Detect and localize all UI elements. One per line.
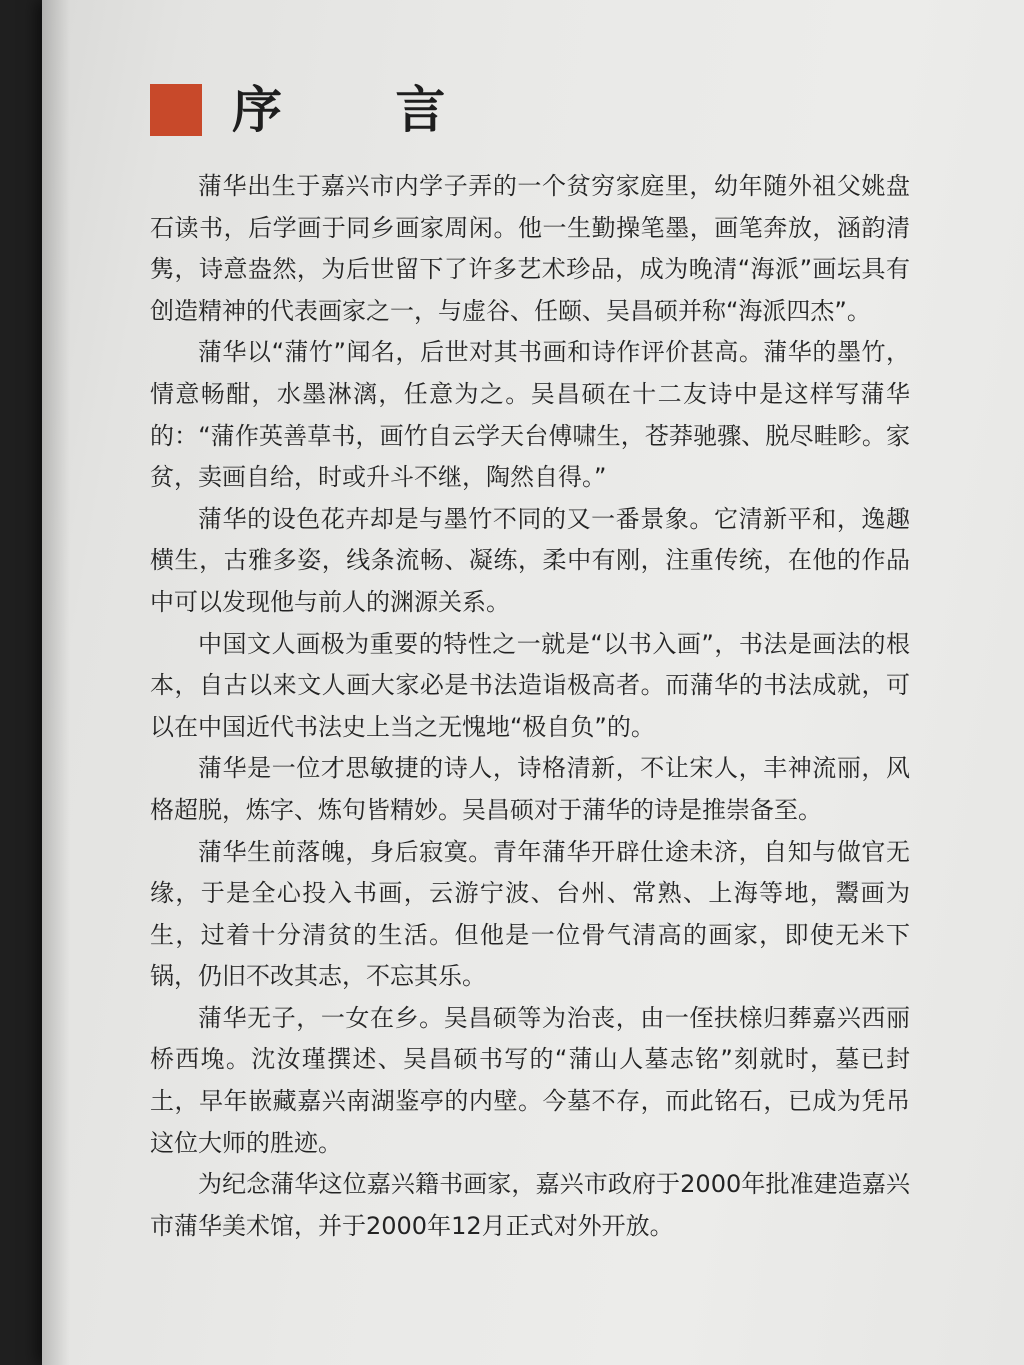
heading-square-mark <box>150 84 202 136</box>
preface-text <box>150 166 910 1247</box>
paragraph-2: 蒲华以“蒲竹”闻名，后世对其书画和诗作评价甚高。蒲华的墨竹，情意畅酣，水墨淋漓，任意为之。吴昌硕在十二友诗中是这样写蒲华的：“蒲作英善草书，画竹自云学天台傅啸生，苍莽驰骤、脱尽畦畛。家贫，卖画自给，时或升斗不继，陶然自得。” <box>150 338 910 492</box>
paragraph-7: 蒲华无子，一女在乡。吴昌硕等为治丧，由一侄扶榇归葬嘉兴西丽桥西堍。沈汝瑾撰述、吴昌硕书写的“蒲山人墓志铭”刻就时，墓已封土，早年嵌藏嘉兴南湖鉴亭的内壁。今墓不存，而此铭石，已成为凭吊这位大师的胜迹。 <box>150 1003 910 1157</box>
paragraph-6: 蒲华生前落魄，身后寂寞。青年蒲华开辟仕途未济，自知与做官无缘，于是全心投入书画，云游宁波、台州、常熟、上海等地，鬻画为生，过着十分清贫的生活。但他是一位骨气清高的画家，即使无米下锅，仍旧不改其志，不忘其乐。 <box>150 837 910 991</box>
paragraph-4: 中国文人画极为重要的特性之一就是“以书入画”，书法是画法的根本，自古以来文人画大家必是书法造诣极高者。而蒲华的书法成就，可以在中国近代书法史上当之无愧地“极自负”的。 <box>150 629 910 741</box>
paragraph-8: 为纪念蒲华这位嘉兴籍书画家，嘉兴市政府于2000年批准建造嘉兴市蒲华美术馆，并于2000年12月正式对外开放。 <box>150 1170 910 1240</box>
page-title: 序 言 <box>232 80 494 139</box>
paragraph-5: 蒲华是一位才思敏捷的诗人，诗格清新，不让宋人，丰神流丽，风格超脱，炼字、炼句皆精妙。吴昌硕对于蒲华的诗是推崇备至。 <box>150 754 910 824</box>
heading <box>150 80 493 140</box>
paragraph-3: 蒲华的设色花卉却是与墨竹不同的又一番景象。它清新平和，逸趣横生，古雅多姿，线条流畅、凝练，柔中有刚，注重传统，在他的作品中可以发现他与前人的渊源关系。 <box>150 504 910 616</box>
paragraph-1: 蒲华出生于嘉兴市内学子弄的一个贫穷家庭里，幼年随外祖父姚盘石读书，后学画于同乡画家周闲。他一生勤操笔墨，画笔奔放，涵韵清隽，诗意盎然，为后世留下了许多艺术珍品，成为晚清“海派”画坛具有创造精神的代表画家之一，与虚谷、任颐、吴昌硕并称“海派四杰”。 <box>150 172 910 325</box>
